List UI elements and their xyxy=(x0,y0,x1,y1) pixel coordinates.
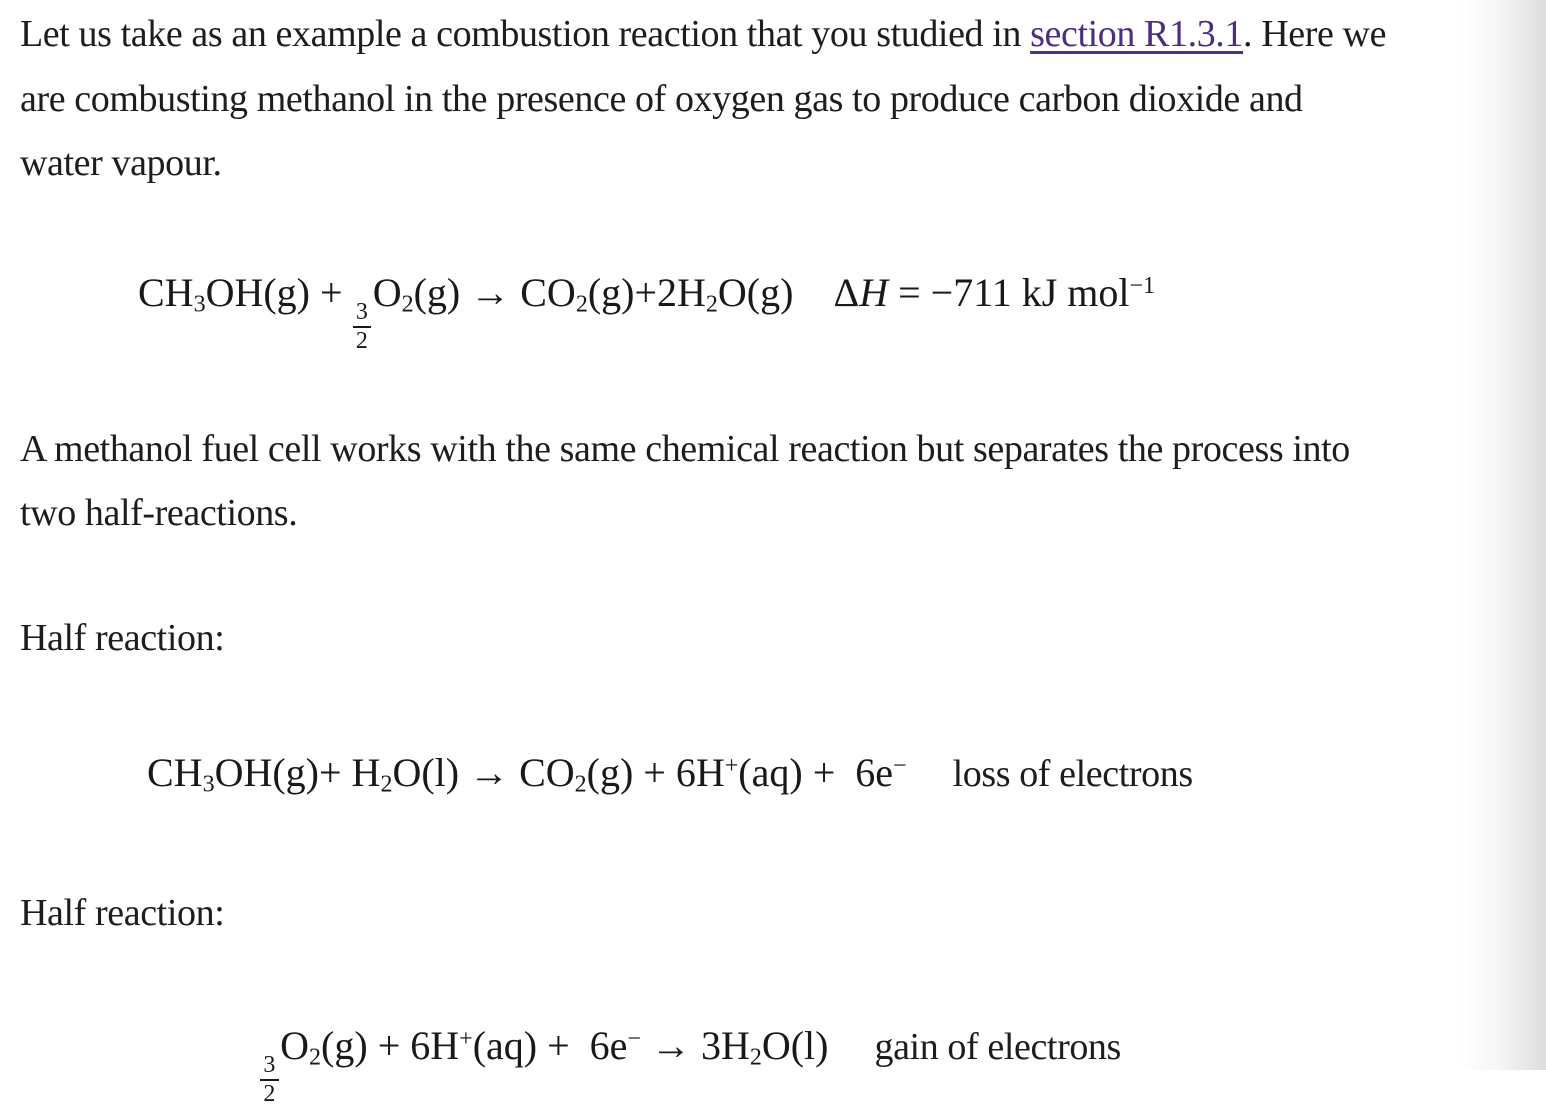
fuel-cell-line-2: two half-reactions. xyxy=(20,492,298,535)
half-reaction-2-annotation: gain of electrons xyxy=(874,1026,1121,1069)
half-reaction-1-formula: CH3OH(g)+ H2O(l) → CO2(g) + 6H+(aq) + 6e− xyxy=(147,750,907,798)
fuel-cell-paragraph xyxy=(20,417,1526,546)
intro-text-before-link: Let us take as an example a combustion reaction that you studied in xyxy=(20,13,1031,55)
combustion-equation-formula: CH3OH(g) + $\frac{3}{2}$ O2(g) → CO2(g)+2H2O(g) ΔH = −711 kJ mol$^{-1}$ xyxy=(138,269,1156,354)
half-reaction-1-equation xyxy=(147,730,1526,820)
half-reaction-1-annotation: loss of electrons xyxy=(952,753,1193,796)
half-reaction-2-formula: $\frac{3}{2}$ O2(g) + 6H+(aq) + 6e− → 3H2O(l) xyxy=(260,1023,828,1068)
intro-line-1 xyxy=(20,2,1526,67)
half-reaction-2-equation xyxy=(260,1003,1526,1108)
intro-line-2: are combusting methanol in the presence of oxygen gas to produce carbon dioxide and xyxy=(20,77,1303,120)
intro-paragraph xyxy=(20,2,1526,196)
intro-text-after-link: . Here we xyxy=(1243,13,1387,55)
intro-line-3: water vapour. xyxy=(20,142,222,184)
combustion-equation xyxy=(138,250,1526,355)
half-reaction-2-label: Half reaction: xyxy=(20,891,225,934)
section-r131-link[interactable]: section R1.3.1 xyxy=(1030,13,1244,55)
fuel-cell-line-1: A methanol fuel cell works with the same chemical reaction but separates the process into xyxy=(20,427,1350,470)
half-reaction-1-label: Half reaction: xyxy=(20,616,225,659)
